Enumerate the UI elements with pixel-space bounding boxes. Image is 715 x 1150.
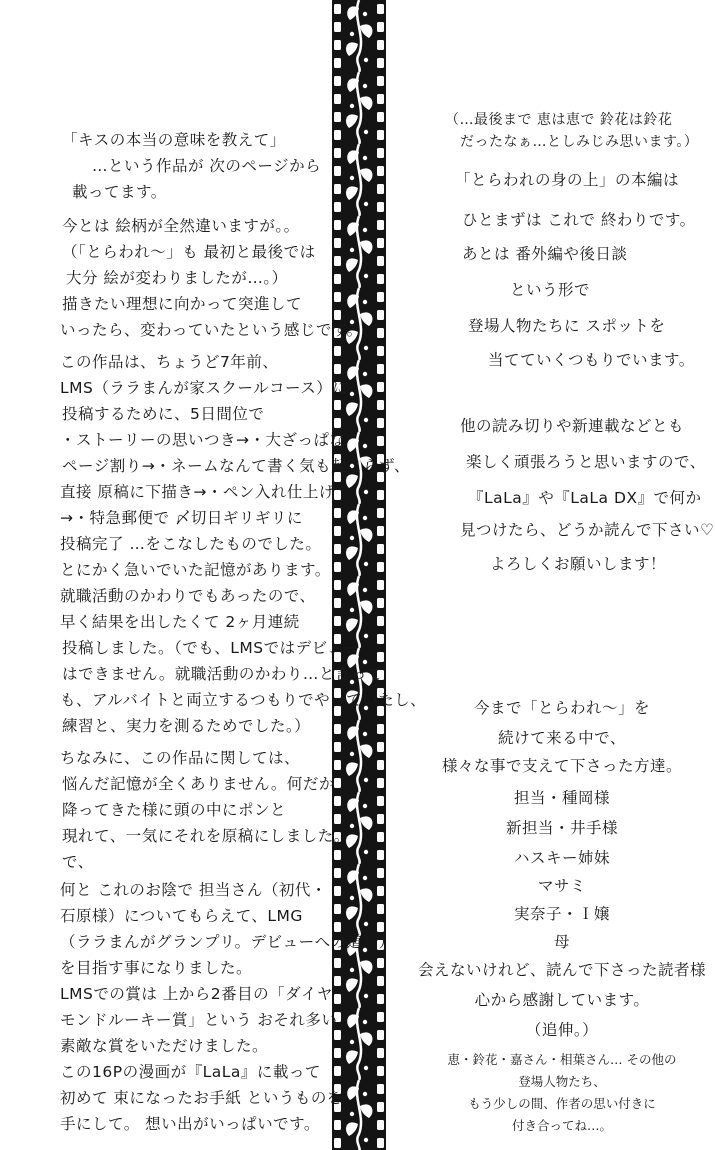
text-line: も、アルバイトと両立するつもりでやっていたし、 xyxy=(60,691,427,709)
text-line: を目指す事になりました。 xyxy=(60,959,253,977)
text-line: 新担当・井手様 xyxy=(505,819,619,837)
text-line: 母 xyxy=(553,933,571,951)
text-line: 『LaLa』や『LaLa DX』で何か xyxy=(468,489,702,507)
text-line: 素敵な賞をいただけました。 xyxy=(60,1037,269,1055)
text-line: ページ割り→・ネームなんて書く気も起こらず、 xyxy=(62,457,410,475)
text-line: →・特急郵便で 〆切日ギリギリに xyxy=(60,509,303,527)
text-line: LMS（ララまんが家スクールコース）に xyxy=(60,379,349,397)
text-line: 当てていくつもりでいます。 xyxy=(488,351,695,369)
text-line: （追伸。） xyxy=(525,1021,599,1039)
text-line: 様々な事で支えて下さった方達。 xyxy=(441,757,683,775)
text-line: もう少しの間、作者の思い付きに xyxy=(468,1096,656,1111)
text-line: 今まで「とらわれ〜」を xyxy=(473,699,651,717)
text-line: 練習と、実力を測るためでした。） xyxy=(62,717,311,735)
text-line: よろしくお願いします！ xyxy=(490,555,667,573)
text-line: で、 xyxy=(62,853,94,871)
text-line: 投稿しました。（でも、LMSではデビュー xyxy=(62,639,360,657)
text-line: モンドルーキー賞」という おそれ多い xyxy=(60,1011,338,1029)
text-line: 悩んだ記憶が全くありません。何だか xyxy=(62,775,335,793)
text-line: とにかく急いでいた記憶があります。 xyxy=(60,561,331,579)
text-line: 楽しく頑張ろうと思いますので、 xyxy=(466,453,706,471)
text-line: 担当・種岡様 xyxy=(513,789,611,807)
text-line: 見つけたら、どうか読んで下さい♡ xyxy=(460,521,715,539)
text-line: 「とらわれの身の上」の本編は xyxy=(455,171,680,189)
text-line: 今とは 絵柄が全然違いますが。。 xyxy=(62,217,300,235)
text-line: 実奈子・Ｉ嬢 xyxy=(513,905,611,923)
text-line: LMSでの賞は 上から2番目の「ダイヤ xyxy=(60,985,333,1003)
text-line: はできません。就職活動のかわり…と言って xyxy=(62,665,383,683)
text-line: 続けて来る中で、 xyxy=(498,729,626,747)
text-line: 登場人物たち、 xyxy=(518,1074,606,1089)
text-line: 投稿完了 …をこなしたものでした。 xyxy=(60,535,322,553)
text-line: 就職活動のかわりでもあったので、 xyxy=(60,587,316,605)
text-line: あとは 番外編や後日談 xyxy=(462,245,628,263)
text-line: 何と これのお陰で 担当さん（初代・ xyxy=(60,881,327,899)
text-line: 投稿するために、5日間位で xyxy=(62,405,265,423)
text-line: いったら、変わっていたという感じです。 xyxy=(60,321,363,339)
text-line: 石原様）についてもらえて、LMG xyxy=(60,907,303,925)
text-line: （ララまんがグランプリ。デビューへの道！） xyxy=(60,933,395,951)
text-line: 恵・鈴花・嘉さん・相葉さん… その他の xyxy=(447,1052,677,1067)
text-line: ちなみに、この作品に関しては、 xyxy=(60,749,301,767)
text-line: だったなぁ…としみじみ思います。） xyxy=(460,134,699,150)
text-line: 載ってます。 xyxy=(72,183,167,201)
text-line: （…最後まで 恵は恵で 鈴花は鈴花 xyxy=(445,112,673,128)
text-line: （「とらわれ〜」も 最初と最後では xyxy=(62,243,316,261)
text-line: 会えないけれど、読んで下さった読者様 xyxy=(417,961,707,979)
text-line: …という作品が 次のページから xyxy=(92,157,322,175)
text-line: 登場人物たちに スポットを xyxy=(468,317,666,335)
text-line: という形で xyxy=(510,281,591,299)
text-line: 付き合ってね…。 xyxy=(511,1118,613,1133)
text-line: 他の読み切りや新連載などとも xyxy=(460,417,685,435)
text-line: この作品は、ちょうど7年前、 xyxy=(60,353,279,371)
text-line: ひとまずは これで 終わりです。 xyxy=(462,211,696,229)
text-line: ・ストーリーの思いつき→・大ざっぱな xyxy=(60,431,346,449)
text-line: 心から感謝しています。 xyxy=(474,991,650,1009)
text-line: 手にして。 想い出がいっぱいです。 xyxy=(60,1115,320,1133)
text-line: 降ってきた様に頭の中にポンと xyxy=(62,801,287,819)
text-line: 大分 絵が変わりましたが…。） xyxy=(66,269,288,287)
text-line: この16Pの漫画が『LaLa』に載って xyxy=(60,1063,321,1081)
text-line: ハスキー姉妹 xyxy=(513,849,611,867)
text-line: マサミ xyxy=(537,877,587,895)
text-line: 現れて、一気にそれを原稿にしました。 xyxy=(62,827,350,845)
film-strip-vine-divider xyxy=(332,0,386,1150)
text-line: 初めて 束になったお手紙 というものを xyxy=(60,1089,343,1107)
text-line: 早く結果を出したくて 2ヶ月連続 xyxy=(60,613,300,631)
text-line: 描きたい理想に向かって突進して xyxy=(62,295,303,313)
text-line: 直接 原稿に下描き→・ペン入れ仕上げ xyxy=(60,483,335,501)
text-line: 「キスの本当の意味を教えて」 xyxy=(62,131,286,149)
